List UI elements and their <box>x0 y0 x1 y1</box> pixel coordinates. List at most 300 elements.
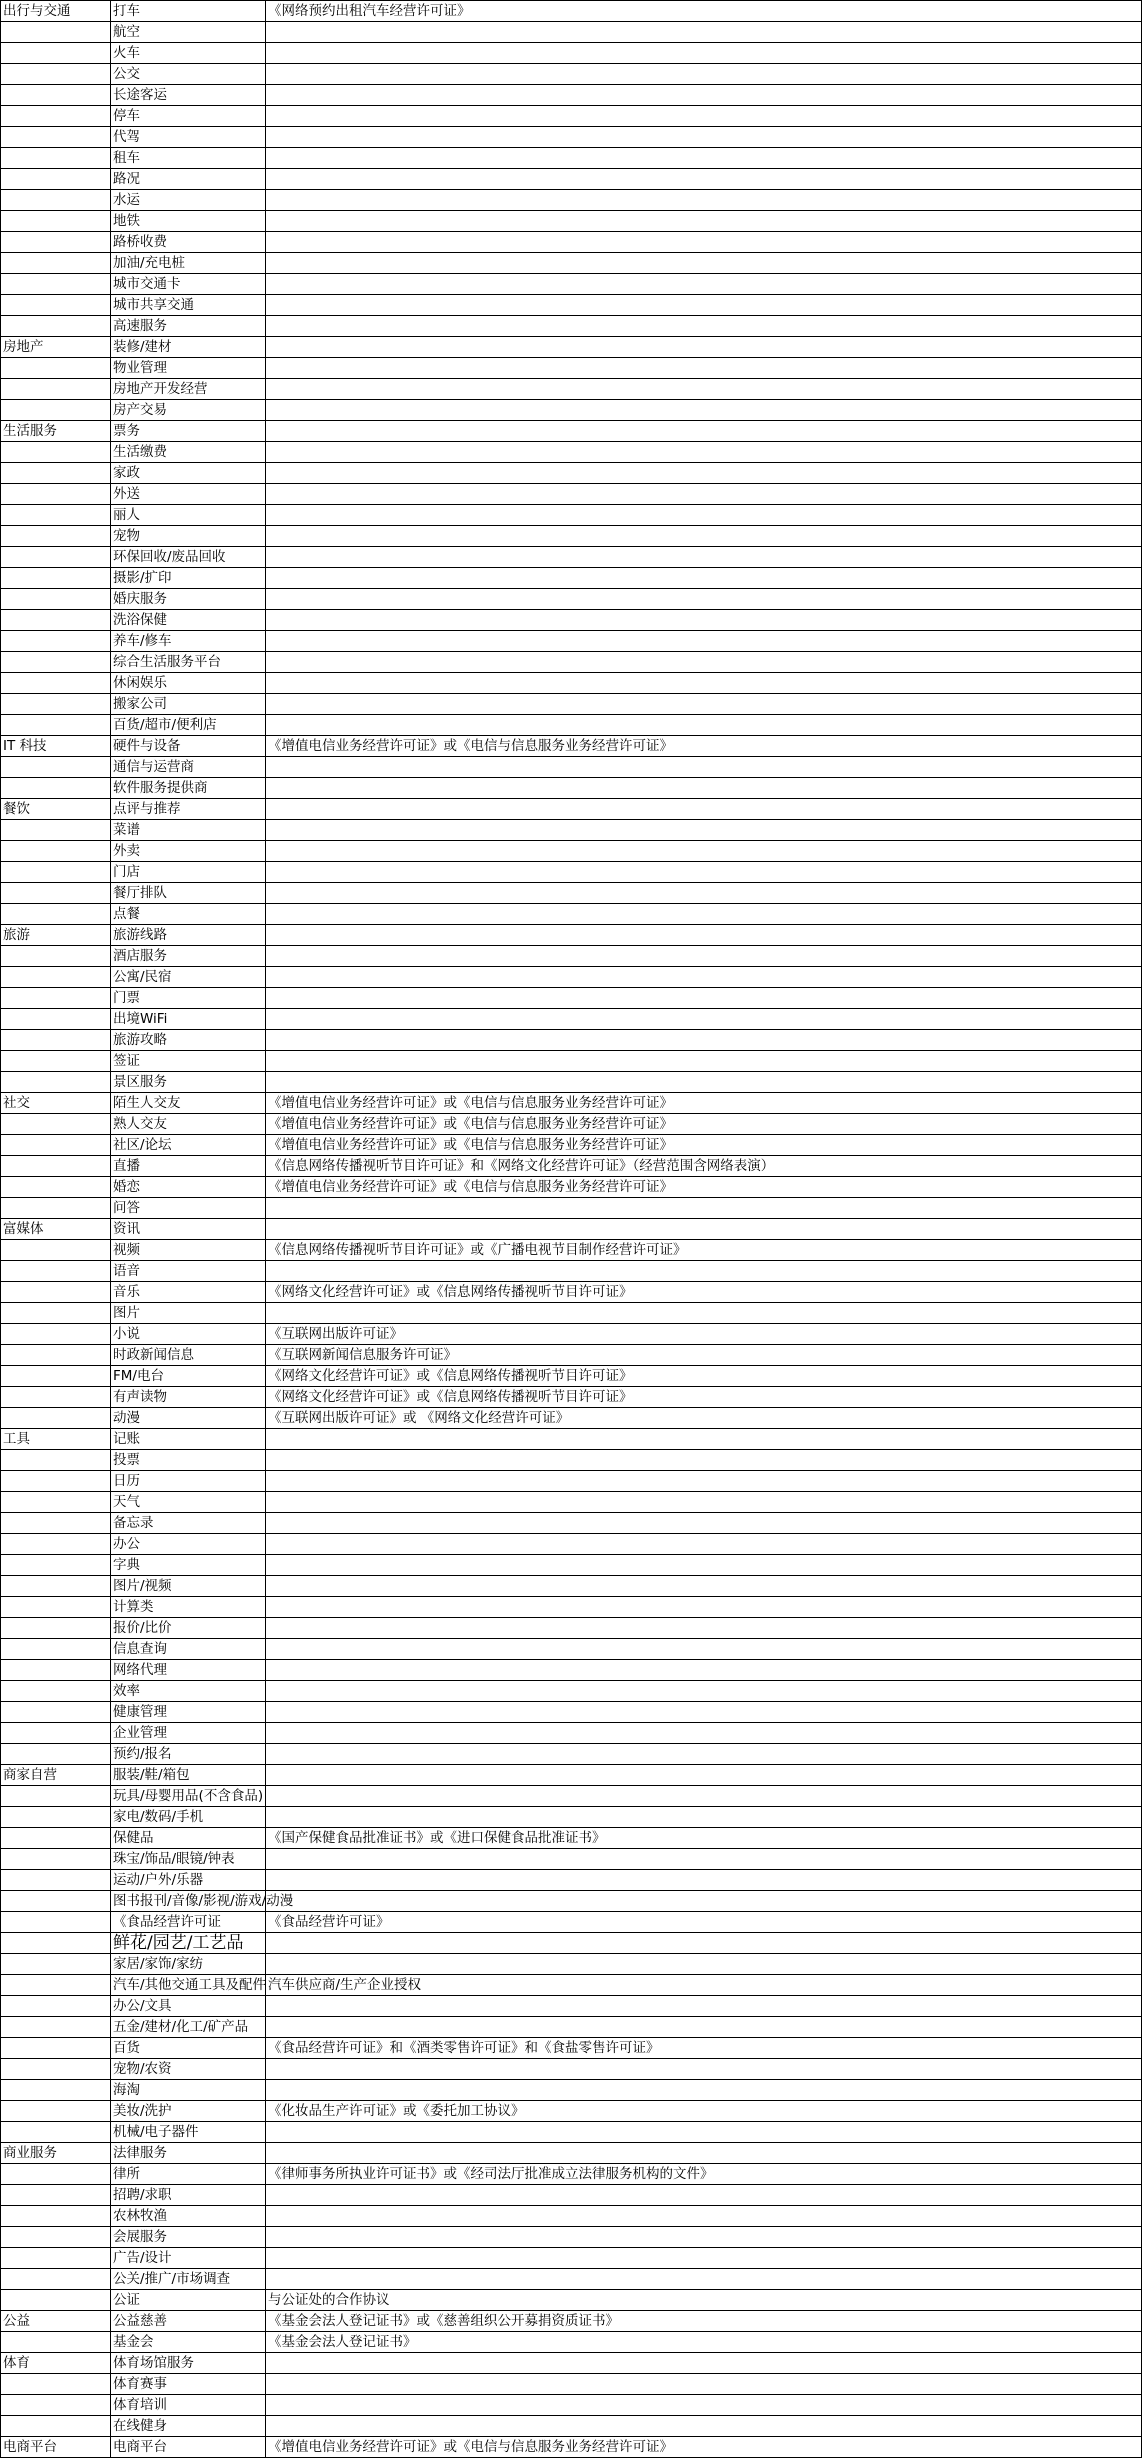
category-cell <box>1 106 111 127</box>
table-row <box>1 1849 1142 1870</box>
license-cell: 与公证处的合作协议 <box>266 2290 1142 2311</box>
license-cell <box>266 1744 1142 1765</box>
subcategory-cell: 时政新闻信息 <box>111 1345 266 1366</box>
license-cell <box>266 799 1142 820</box>
license-cell <box>266 2248 1142 2269</box>
license-cell <box>266 2227 1142 2248</box>
table-row <box>1 1450 1142 1471</box>
category-cell <box>1 841 111 862</box>
table-row <box>1 1 1142 22</box>
subcategory-cell: 休闲娱乐 <box>111 673 266 694</box>
subcategory-cell: 鲜花/园艺/工艺品 <box>111 1933 266 1954</box>
subcategory-cell: 会展服务 <box>111 2227 266 2248</box>
license-cell <box>266 1198 1142 1219</box>
table-row <box>1 1366 1142 1387</box>
category-cell <box>1 1849 111 1870</box>
category-cell <box>1 43 111 64</box>
license-cell <box>266 1597 1142 1618</box>
subcategory-cell: 航空 <box>111 22 266 43</box>
subcategory-cell: 社区/论坛 <box>111 1135 266 1156</box>
subcategory-cell: 日历 <box>111 1471 266 1492</box>
license-cell <box>266 1219 1142 1240</box>
subcategory-cell: 丽人 <box>111 505 266 526</box>
category-cell <box>1 274 111 295</box>
category-cell <box>1 862 111 883</box>
table-row <box>1 1765 1142 1786</box>
table-row <box>1 295 1142 316</box>
table-row <box>1 1597 1142 1618</box>
table-row <box>1 232 1142 253</box>
subcategory-cell: 图书报刊/音像/影视/游戏/动漫 <box>111 1891 266 1912</box>
subcategory-cell: 软件服务提供商 <box>111 778 266 799</box>
table-row <box>1 1744 1142 1765</box>
subcategory-cell: 地铁 <box>111 211 266 232</box>
category-cell <box>1 2416 111 2437</box>
category-cell <box>1 1681 111 1702</box>
license-cell <box>266 946 1142 967</box>
table-row <box>1 2143 1142 2164</box>
license-cell: 《食品经营许可证》和《酒类零售许可证》和《食盐零售许可证》 <box>266 2038 1142 2059</box>
license-cell <box>266 2269 1142 2290</box>
category-cell <box>1 2374 111 2395</box>
table-row <box>1 988 1142 1009</box>
license-cell: 《国产保健食品批准证书》或《进口保健食品批准证书》 <box>266 1828 1142 1849</box>
license-cell <box>266 652 1142 673</box>
category-cell <box>1 400 111 421</box>
license-cell <box>266 211 1142 232</box>
table-row <box>1 652 1142 673</box>
table-row <box>1 1618 1142 1639</box>
subcategory-cell: 打车 <box>111 1 266 22</box>
category-cell <box>1 1135 111 1156</box>
category-cell <box>1 85 111 106</box>
category-cell <box>1 358 111 379</box>
subcategory-cell: 硬件与设备 <box>111 736 266 757</box>
table-row <box>1 1912 1142 1933</box>
subcategory-cell: 城市共享交通 <box>111 295 266 316</box>
table-row <box>1 1954 1142 1975</box>
license-cell <box>266 757 1142 778</box>
category-cell <box>1 1996 111 2017</box>
license-cell: 《信息网络传播视听节目许可证》和《网络文化经营许可证》（经营范围含网络表演） <box>266 1156 1142 1177</box>
subcategory-cell: 综合生活服务平台 <box>111 652 266 673</box>
table-row <box>1 1639 1142 1660</box>
category-cell: 出行与交通 <box>1 1 111 22</box>
category-cell: 商家自营 <box>1 1765 111 1786</box>
table-row <box>1 85 1142 106</box>
category-cell <box>1 484 111 505</box>
category-cell <box>1 232 111 253</box>
license-cell: 《化妆品生产许可证》或《委托加工协议》 <box>266 2101 1142 2122</box>
table-row <box>1 2164 1142 2185</box>
category-cell: IT 科技 <box>1 736 111 757</box>
category-cell <box>1 778 111 799</box>
category-cell <box>1 946 111 967</box>
table-row <box>1 1345 1142 1366</box>
license-cell: 《网络文化经营许可证》或《信息网络传播视听节目许可证》 <box>266 1387 1142 1408</box>
category-cell <box>1 1009 111 1030</box>
category-cell <box>1 1891 111 1912</box>
subcategory-cell: 记账 <box>111 1429 266 1450</box>
table-row <box>1 1891 1142 1912</box>
category-cell <box>1 2038 111 2059</box>
category-cell: 房地产 <box>1 337 111 358</box>
table-row <box>1 64 1142 85</box>
subcategory-cell: 海淘 <box>111 2080 266 2101</box>
license-cell <box>266 148 1142 169</box>
license-cell <box>266 610 1142 631</box>
license-cell <box>266 1450 1142 1471</box>
table-row <box>1 1471 1142 1492</box>
subcategory-cell: 资讯 <box>111 1219 266 1240</box>
category-cell <box>1 1954 111 1975</box>
subcategory-cell: 计算类 <box>111 1597 266 1618</box>
license-cell <box>266 463 1142 484</box>
subcategory-cell: 预约/报名 <box>111 1744 266 1765</box>
license-cell <box>266 1807 1142 1828</box>
category-cell <box>1 1366 111 1387</box>
category-cell <box>1 652 111 673</box>
subcategory-cell: 音乐 <box>111 1282 266 1303</box>
table-row <box>1 1072 1142 1093</box>
category-cell <box>1 1303 111 1324</box>
table-row <box>1 2269 1142 2290</box>
license-cell <box>266 1051 1142 1072</box>
license-cell <box>266 127 1142 148</box>
license-cell <box>266 715 1142 736</box>
subcategory-cell: 婚恋 <box>111 1177 266 1198</box>
category-cell <box>1 1408 111 1429</box>
category-cell <box>1 1282 111 1303</box>
table-row <box>1 190 1142 211</box>
license-cell <box>266 358 1142 379</box>
license-cell <box>266 232 1142 253</box>
category-cell <box>1 1114 111 1135</box>
category-cell <box>1 1975 111 1996</box>
subcategory-cell: 公寓/民宿 <box>111 967 266 988</box>
license-cell <box>266 2353 1142 2374</box>
subcategory-cell: 信息查询 <box>111 1639 266 1660</box>
category-cell <box>1 505 111 526</box>
license-cell <box>266 1723 1142 1744</box>
subcategory-cell: 百货/超市/便利店 <box>111 715 266 736</box>
table-row <box>1 253 1142 274</box>
subcategory-cell: 体育培训 <box>111 2395 266 2416</box>
license-cell <box>266 2416 1142 2437</box>
table-row <box>1 43 1142 64</box>
subcategory-cell: 点餐 <box>111 904 266 925</box>
category-cell <box>1 526 111 547</box>
subcategory-cell: 酒店服务 <box>111 946 266 967</box>
category-cell <box>1 1786 111 1807</box>
subcategory-cell: 广告/设计 <box>111 2248 266 2269</box>
license-cell <box>266 1072 1142 1093</box>
table-row <box>1 1114 1142 1135</box>
category-cell <box>1 1051 111 1072</box>
subcategory-cell: 汽车/其他交通工具及配件 <box>111 1975 266 1996</box>
category-cell: 体育 <box>1 2353 111 2374</box>
table-row <box>1 1828 1142 1849</box>
category-cell <box>1 1471 111 1492</box>
subcategory-cell: 公证 <box>111 2290 266 2311</box>
subcategory-cell: 出境WiFi <box>111 1009 266 1030</box>
category-cell <box>1 2290 111 2311</box>
subcategory-cell: 环保回收/废品回收 <box>111 547 266 568</box>
subcategory-cell: 备忘录 <box>111 1513 266 1534</box>
license-cell: 《网络文化经营许可证》或《信息网络传播视听节目许可证》 <box>266 1282 1142 1303</box>
license-cell <box>266 2374 1142 2395</box>
license-cell: 《增值电信业务经营许可证》或《电信与信息服务业务经营许可证》 <box>266 1114 1142 1135</box>
table-row <box>1 421 1142 442</box>
license-cell <box>266 1303 1142 1324</box>
subcategory-cell: 效率 <box>111 1681 266 1702</box>
subcategory-cell: 有声读物 <box>111 1387 266 1408</box>
category-cell <box>1 1534 111 1555</box>
license-cell <box>266 22 1142 43</box>
license-cell <box>266 673 1142 694</box>
table-row <box>1 715 1142 736</box>
category-cell <box>1 967 111 988</box>
table-row <box>1 379 1142 400</box>
category-cell <box>1 22 111 43</box>
license-cell: 《基金会法人登记证书》 <box>266 2332 1142 2353</box>
license-cell <box>266 253 1142 274</box>
table-row <box>1 1261 1142 1282</box>
table-row <box>1 883 1142 904</box>
subcategory-cell: 洗浴保健 <box>111 610 266 631</box>
subcategory-cell: 律所 <box>111 2164 266 2185</box>
category-cell <box>1 1870 111 1891</box>
category-cell <box>1 1744 111 1765</box>
license-cell <box>266 589 1142 610</box>
table-row <box>1 211 1142 232</box>
subcategory-cell: 长途客运 <box>111 85 266 106</box>
category-cell <box>1 2227 111 2248</box>
subcategory-cell: 婚庆服务 <box>111 589 266 610</box>
table-row <box>1 2290 1142 2311</box>
category-cell <box>1 127 111 148</box>
license-cell <box>266 505 1142 526</box>
table-row <box>1 967 1142 988</box>
license-cell <box>266 43 1142 64</box>
table-row <box>1 1870 1142 1891</box>
license-cell <box>266 988 1142 1009</box>
table-row <box>1 316 1142 337</box>
subcategory-cell: 宠物/农资 <box>111 2059 266 2080</box>
category-cell: 社交 <box>1 1093 111 1114</box>
subcategory-cell: 摄影/扩印 <box>111 568 266 589</box>
category-cell <box>1 316 111 337</box>
subcategory-cell: 在线健身 <box>111 2416 266 2437</box>
license-cell <box>266 1009 1142 1030</box>
subcategory-cell: 高速服务 <box>111 316 266 337</box>
table-row <box>1 1198 1142 1219</box>
subcategory-cell: 代驾 <box>111 127 266 148</box>
category-cell <box>1 2059 111 2080</box>
table-row <box>1 1009 1142 1030</box>
license-cell: 《互联网出版许可证》或 《网络文化经营许可证》 <box>266 1408 1142 1429</box>
category-cell <box>1 1198 111 1219</box>
license-cell <box>266 2122 1142 2143</box>
license-cell <box>266 169 1142 190</box>
license-cell: 《信息网络传播视听节目许可证》或《广播电视节目制作经营许可证》 <box>266 1240 1142 1261</box>
license-cell: 《增值电信业务经营许可证》或《电信与信息服务业务经营许可证》 <box>266 2437 1142 2458</box>
subcategory-cell: 搬家公司 <box>111 694 266 715</box>
category-cell <box>1 1072 111 1093</box>
table-row <box>1 2017 1142 2038</box>
license-cell <box>266 547 1142 568</box>
license-cell <box>266 778 1142 799</box>
license-cell <box>266 1471 1142 1492</box>
license-cell <box>266 925 1142 946</box>
license-cell <box>266 1954 1142 1975</box>
table-row <box>1 2248 1142 2269</box>
license-cell <box>266 295 1142 316</box>
category-cell <box>1 463 111 484</box>
subcategory-cell: 火车 <box>111 43 266 64</box>
license-cell <box>266 694 1142 715</box>
subcategory-cell: 玩具/母婴用品(不含食品) <box>111 1786 266 1807</box>
license-cell <box>266 2206 1142 2227</box>
category-cell <box>1 610 111 631</box>
license-cell <box>266 820 1142 841</box>
table-row <box>1 862 1142 883</box>
license-cell <box>266 1765 1142 1786</box>
category-cell <box>1 148 111 169</box>
license-cell <box>266 106 1142 127</box>
table-row <box>1 841 1142 862</box>
license-cell <box>266 1996 1142 2017</box>
table-row <box>1 2374 1142 2395</box>
table-row <box>1 2038 1142 2059</box>
license-cell <box>266 442 1142 463</box>
category-cell <box>1 64 111 85</box>
subcategory-cell: 动漫 <box>111 1408 266 1429</box>
subcategory-cell: 菜谱 <box>111 820 266 841</box>
category-cell <box>1 1324 111 1345</box>
category-cell <box>1 904 111 925</box>
table-row <box>1 526 1142 547</box>
subcategory-cell: 水运 <box>111 190 266 211</box>
license-cell <box>266 1933 1142 1954</box>
subcategory-cell: 天气 <box>111 1492 266 1513</box>
category-cell <box>1 1660 111 1681</box>
category-cell <box>1 2248 111 2269</box>
subcategory-cell: 房产交易 <box>111 400 266 421</box>
category-cell <box>1 1702 111 1723</box>
category-cell <box>1 1030 111 1051</box>
subcategory-cell: 装修/建材 <box>111 337 266 358</box>
license-cell <box>266 2185 1142 2206</box>
table-row <box>1 2101 1142 2122</box>
subcategory-cell: 直播 <box>111 1156 266 1177</box>
category-cell <box>1 2395 111 2416</box>
category-cell <box>1 1345 111 1366</box>
category-cell <box>1 589 111 610</box>
category-cell <box>1 694 111 715</box>
table-row <box>1 736 1142 757</box>
subcategory-cell: 停车 <box>111 106 266 127</box>
subcategory-cell: 房地产开发经营 <box>111 379 266 400</box>
license-cell <box>266 967 1142 988</box>
subcategory-cell: 家电/数码/手机 <box>111 1807 266 1828</box>
category-cell <box>1 2206 111 2227</box>
subcategory-cell: 公关/推广/市场调查 <box>111 2269 266 2290</box>
category-cell <box>1 1597 111 1618</box>
category-cell: 工具 <box>1 1429 111 1450</box>
category-cell <box>1 2122 111 2143</box>
category-cell <box>1 295 111 316</box>
table-row <box>1 1933 1142 1954</box>
table-row <box>1 2059 1142 2080</box>
license-cell <box>266 1576 1142 1597</box>
license-cell <box>266 316 1142 337</box>
table-row <box>1 1282 1142 1303</box>
table-row <box>1 1681 1142 1702</box>
license-cell: 《增值电信业务经营许可证》或《电信与信息服务业务经营许可证》 <box>266 1135 1142 1156</box>
license-cell <box>266 274 1142 295</box>
subcategory-cell: 问答 <box>111 1198 266 1219</box>
category-cell <box>1 1555 111 1576</box>
license-cell <box>266 1702 1142 1723</box>
table-row <box>1 820 1142 841</box>
table-row <box>1 2227 1142 2248</box>
subcategory-cell: 字典 <box>111 1555 266 1576</box>
subcategory-cell: 养车/修车 <box>111 631 266 652</box>
table-body <box>1 1 1142 2458</box>
subcategory-cell: 体育赛事 <box>111 2374 266 2395</box>
category-cell: 公益 <box>1 2311 111 2332</box>
table-row <box>1 1240 1142 1261</box>
category-cell <box>1 2101 111 2122</box>
category-cell <box>1 1912 111 1933</box>
table-row <box>1 1051 1142 1072</box>
table-row <box>1 568 1142 589</box>
table-row <box>1 2437 1142 2458</box>
subcategory-cell: 加油/充电桩 <box>111 253 266 274</box>
table-row <box>1 946 1142 967</box>
license-cell <box>266 484 1142 505</box>
table-row <box>1 2395 1142 2416</box>
license-cell: 《增值电信业务经营许可证》或《电信与信息服务业务经营许可证》 <box>266 1093 1142 1114</box>
license-cell: 《增值电信业务经营许可证》或《电信与信息服务业务经营许可证》 <box>266 736 1142 757</box>
subcategory-cell: 健康管理 <box>111 1702 266 1723</box>
table-row <box>1 1786 1142 1807</box>
subcategory-cell: 图片/视频 <box>111 1576 266 1597</box>
category-cell: 商业服务 <box>1 2143 111 2164</box>
license-cell <box>266 904 1142 925</box>
license-cell <box>266 883 1142 904</box>
category-cell <box>1 1723 111 1744</box>
category-cell <box>1 1492 111 1513</box>
table-row <box>1 778 1142 799</box>
table-row <box>1 337 1142 358</box>
category-cell <box>1 2017 111 2038</box>
category-cell <box>1 1639 111 1660</box>
subcategory-cell: 语音 <box>111 1261 266 1282</box>
subcategory-cell: 生活缴费 <box>111 442 266 463</box>
category-cell <box>1 1177 111 1198</box>
license-cell <box>266 568 1142 589</box>
table-row <box>1 547 1142 568</box>
subcategory-cell: 旅游线路 <box>111 925 266 946</box>
table-row <box>1 1177 1142 1198</box>
category-cell: 生活服务 <box>1 421 111 442</box>
table-row <box>1 22 1142 43</box>
license-cell: 《增值电信业务经营许可证》或《电信与信息服务业务经营许可证》 <box>266 1177 1142 1198</box>
category-cell <box>1 2080 111 2101</box>
subcategory-cell: 门票 <box>111 988 266 1009</box>
